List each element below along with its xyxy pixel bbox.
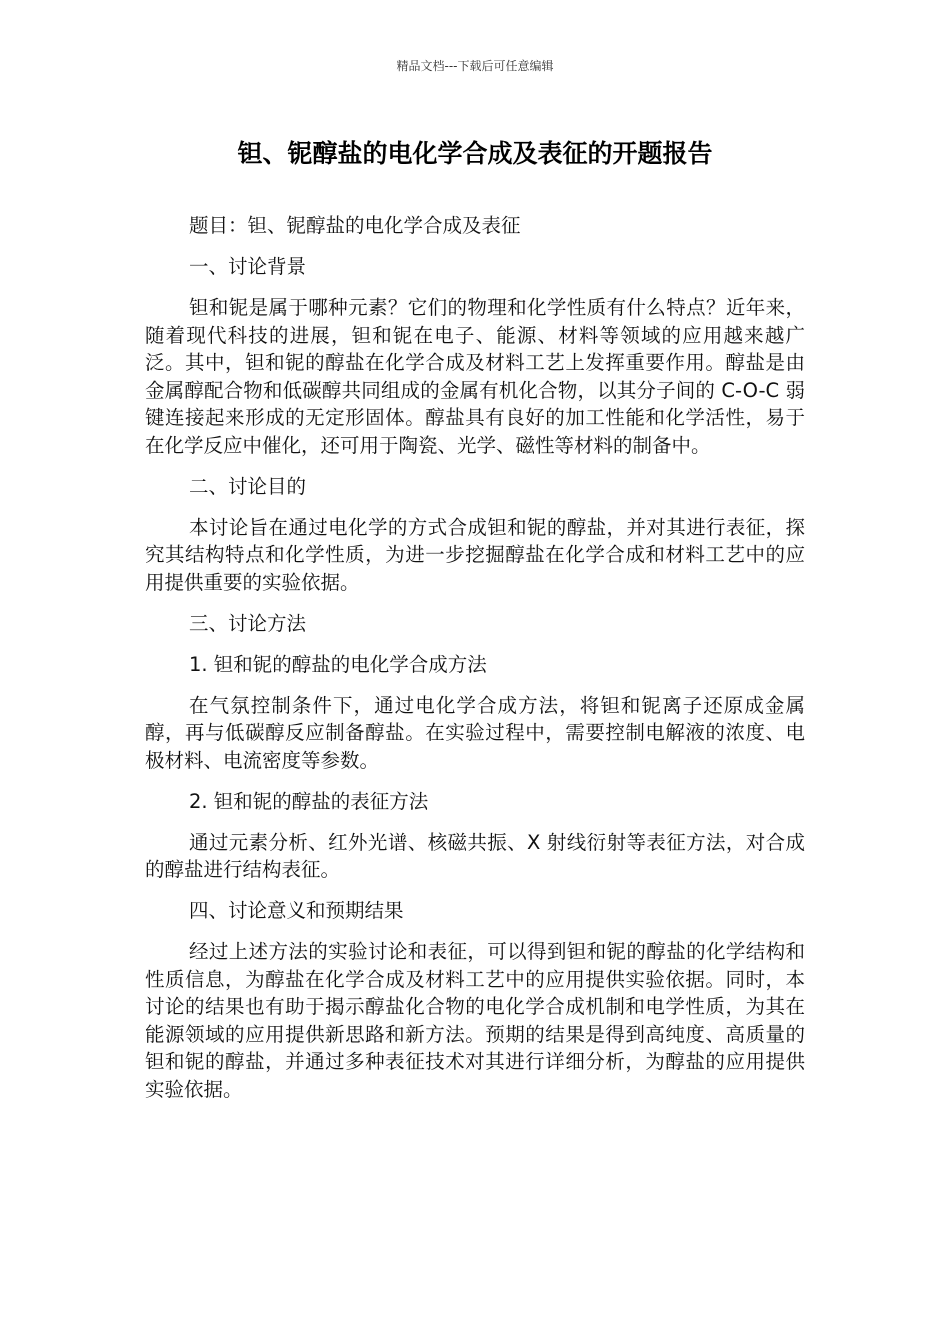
subject-line: 题目：钽、铌醇盐的电化学合成及表征 [189,214,521,237]
section-heading-background: 一、讨论背景 [189,255,307,278]
section-heading-method: 三、讨论方法 [189,611,307,635]
header-note: 精品文档---下载后可任意编辑 [396,59,554,73]
paragraph-background: 钽和铌是属于哪种元素？它们的物理和化学性质有什么特点？近年来，随着现代科技的进展，钽和铌在电子、能源、材料等领域的应用越来越广泛。其中，钽和铌的醇盐在化学合成及材料工艺上发挥重要作用。醇盐是由金属醇配合物和低碳醇共同组成的金属有机化合物，以其分子间的 C-O-C 弱键连接起来形成的无定形固体。醇盐具有良好的加工性能和化学活性，易于在化学反应中催化，还可用于陶瓷、光学、磁性等材料的制备中。 [145,296,805,457]
subsection-heading-characterization: 2. 钽和铌的醇盐的表征方法 [189,789,429,813]
section-heading-purpose: 二、讨论目的 [189,474,307,498]
page-title: 钽、铌醇盐的电化学合成及表征的开题报告 [237,139,713,168]
section-heading-significance: 四、讨论意义和预期结果 [189,899,404,922]
document-body [145,212,805,1103]
paragraph-synthesis: 在气氛控制条件下，通过电化学合成方法，将钽和铌离子还原成金属醇，再与低碳醇反应制备醇盐。在实验过程中，需要控制电解液的浓度、电极材料、电流密度等参数。 [145,693,805,772]
subsection-heading-synthesis: 1. 钽和铌的醇盐的电化学合成方法 [189,652,487,676]
paragraph-significance: 经过上述方法的实验讨论和表征，可以得到钽和铌的醇盐的化学结构和性质信息，为醇盐在化学合成及材料工艺中的应用提供实验依据。同时，本讨论的结果也有助于揭示醇盐化合物的电化学合成机制和电学性质，为其在能源领域的应用提供新思路和新方法。预期的结果是得到高纯度、高质量的钽和铌的醇盐，并通过多种表征技术对其进行详细分析，为醇盐的应用提供实验依据。 [145,940,805,1101]
paragraph-characterization: 通过元素分析、红外光谱、核磁共振、X 射线衍射等表征方法，对合成的醇盐进行结构表征。 [145,830,805,881]
paragraph-purpose: 本讨论旨在通过电化学的方式合成钽和铌的醇盐，并对其进行表征，探究其结构特点和化学性质，为进一步挖掘醇盐在化学合成和材料工艺中的应用提供重要的实验依据。 [145,515,805,594]
